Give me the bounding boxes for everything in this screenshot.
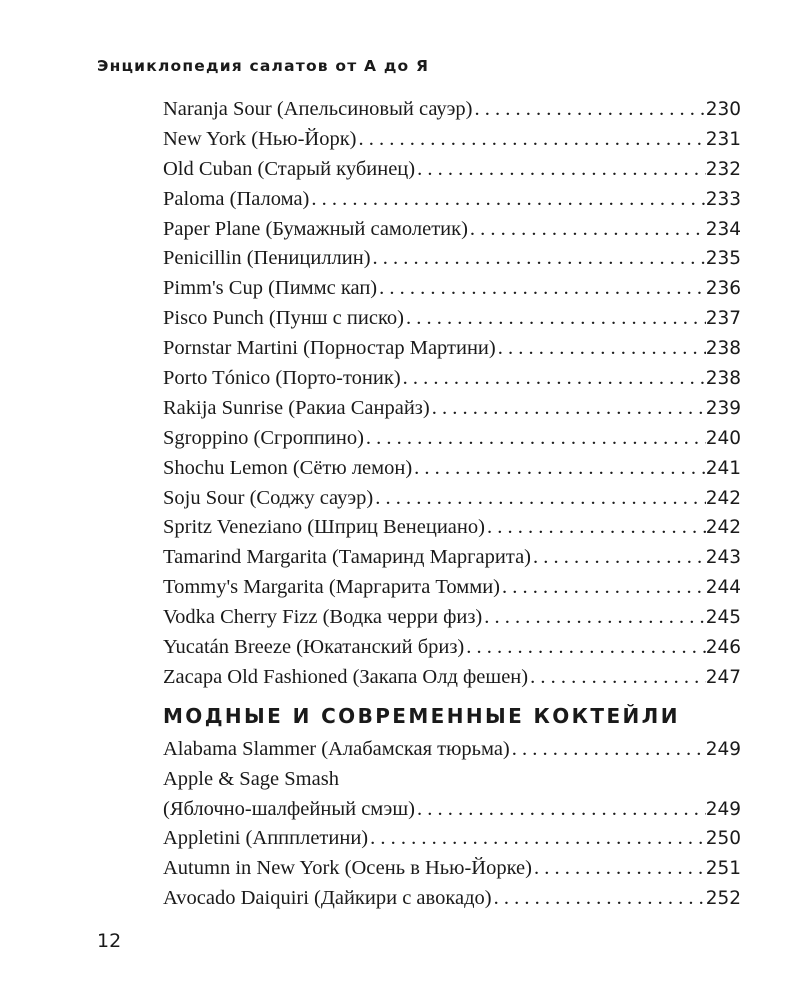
- dot-leader: [412, 454, 706, 484]
- toc-entry: [163, 155, 741, 185]
- entry-title: Pimm's Cup (Пиммс кап): [163, 277, 378, 300]
- entry-title: Shochu Lemon (Сётю лемон): [163, 456, 413, 479]
- dot-leader: [357, 125, 706, 155]
- dot-leader: [492, 884, 706, 914]
- toc-entry: [163, 824, 741, 854]
- entry-page-number: 245: [705, 607, 741, 629]
- entry-title: Apple & Sage Smash: [163, 767, 339, 790]
- toc-entry: [163, 795, 741, 825]
- dot-leader: [430, 394, 706, 424]
- entry-title: Porto Tónico (Порто-тоник): [163, 367, 401, 390]
- entry-page-number: 231: [705, 128, 741, 150]
- dot-leader: [373, 484, 705, 514]
- entry-title: Paloma (Палома): [163, 187, 310, 210]
- dot-leader: [500, 573, 706, 603]
- toc-entry: [163, 735, 741, 765]
- toc-entry: [163, 95, 741, 125]
- entry-page-number: 240: [705, 427, 741, 449]
- toc-entry: [163, 394, 741, 424]
- toc-entry: [163, 125, 741, 155]
- dot-leader: [309, 185, 705, 215]
- toc-entry: [163, 513, 741, 543]
- dot-leader: [368, 824, 706, 854]
- toc-entry: [163, 244, 741, 274]
- running-head: Энциклопедия салатов от А до Я: [97, 57, 430, 75]
- toc-entry: [163, 884, 741, 914]
- dot-leader: [464, 633, 705, 663]
- toc-entry: [163, 304, 741, 334]
- page-number: 12: [97, 930, 122, 952]
- entry-title: Penicillin (Пенициллин): [163, 247, 371, 270]
- entry-title: Spritz Veneziano (Шприц Венециано): [163, 516, 485, 539]
- entry-page-number: 232: [705, 158, 741, 180]
- entry-title: Pisco Punch (Пунш с писко): [163, 307, 404, 330]
- entry-page-number: 246: [705, 637, 741, 659]
- entry-page-number: 242: [705, 487, 741, 509]
- entry-page-number: 251: [705, 858, 741, 880]
- dot-leader: [510, 735, 706, 765]
- entry-title: Rakija Sunrise (Ракиа Санрайз): [163, 396, 430, 419]
- entry-title: Tommy's Margarita (Маргарита Томми): [163, 576, 500, 599]
- entry-title: Sgroppino (Сгроппино): [163, 426, 364, 449]
- entry-page-number: 236: [705, 278, 741, 300]
- toc-list: [163, 95, 741, 693]
- dot-leader: [473, 95, 706, 125]
- dot-leader: [401, 364, 706, 394]
- entry-page-number: 233: [705, 188, 741, 210]
- toc-entry: [163, 364, 741, 394]
- entry-title: Alabama Slammer (Алабамская тюрьма): [163, 737, 510, 760]
- entry-title: Soju Sour (Соджу сауэр): [163, 486, 374, 509]
- table-of-contents: [163, 95, 741, 914]
- entry-page-number: 244: [705, 577, 741, 599]
- dot-leader: [371, 244, 706, 274]
- entry-title: Paper Plane (Бумажный самолетик): [163, 217, 468, 240]
- dot-leader: [404, 304, 706, 334]
- dot-leader: [531, 543, 706, 573]
- entry-title: (Яблочно-шалфейный смэш): [163, 797, 415, 820]
- entry-page-number: 242: [705, 517, 741, 539]
- toc-entry: [163, 543, 741, 573]
- toc-entry: [163, 484, 741, 514]
- entry-title: Pornstar Martini (Порностар Мартини): [163, 337, 496, 360]
- toc-entry: [163, 274, 741, 304]
- dot-leader: [532, 854, 706, 884]
- entry-page-number: 249: [705, 798, 741, 820]
- dot-leader: [468, 215, 706, 245]
- dot-leader: [485, 513, 706, 543]
- entry-title: Appletini (Аппплетини): [163, 827, 369, 850]
- entry-page-number: 247: [705, 666, 741, 688]
- toc-entry: [163, 603, 741, 633]
- dot-leader: [482, 603, 705, 633]
- entry-page-number: 238: [705, 368, 741, 390]
- toc-entry: [163, 573, 741, 603]
- entry-title: Naranja Sour (Апельсиновый сауэр): [163, 98, 473, 120]
- entry-title: Tamarind Margarita (Тамаринд Маргарита): [163, 546, 532, 569]
- entry-page-number: 250: [705, 828, 741, 850]
- toc-list: [163, 735, 741, 914]
- entry-page-number: 241: [705, 457, 741, 479]
- dot-leader: [364, 424, 706, 454]
- entry-page-number: 238: [705, 338, 741, 360]
- entry-title: Yucatán Breeze (Юкатанский бриз): [163, 636, 465, 659]
- entry-title: Autumn in New York (Осень в Нью-Йорке): [163, 857, 532, 880]
- toc-entry: [163, 185, 741, 215]
- entry-page-number: 252: [705, 888, 741, 910]
- entry-title: Avocado Daiquiri (Дайкири с авокадо): [163, 887, 492, 910]
- toc-entry: [163, 663, 741, 693]
- dot-leader: [415, 155, 706, 185]
- toc-entry: [163, 215, 741, 245]
- entry-page-number: 230: [705, 99, 741, 120]
- toc-entry: [163, 633, 741, 663]
- entry-page-number: 243: [705, 547, 741, 569]
- toc-entry: [163, 454, 741, 484]
- entry-page-number: 235: [705, 248, 741, 270]
- entry-page-number: 249: [705, 738, 741, 760]
- dot-leader: [377, 274, 706, 304]
- toc-entry-first-line: [163, 765, 741, 795]
- dot-leader: [528, 663, 706, 693]
- entry-page-number: 237: [705, 308, 741, 330]
- entry-title: New York (Нью-Йорк): [163, 127, 357, 150]
- section-heading: МОДНЫЕ И СОВРЕМЕННЫЕ КОКТЕЙЛИ: [163, 703, 680, 728]
- dot-leader: [496, 334, 706, 364]
- toc-entry: [163, 334, 741, 364]
- toc-entry: [163, 424, 741, 454]
- entry-title: Vodka Cherry Fizz (Водка черри физ): [163, 606, 483, 629]
- dot-leader: [415, 795, 706, 825]
- entry-page-number: 239: [705, 397, 741, 419]
- entry-title: Old Cuban (Старый кубинец): [163, 157, 416, 180]
- entry-title: Zacapa Old Fashioned (Закапа Олд фешен): [163, 665, 529, 688]
- toc-entry: [163, 854, 741, 884]
- entry-page-number: 234: [705, 218, 741, 240]
